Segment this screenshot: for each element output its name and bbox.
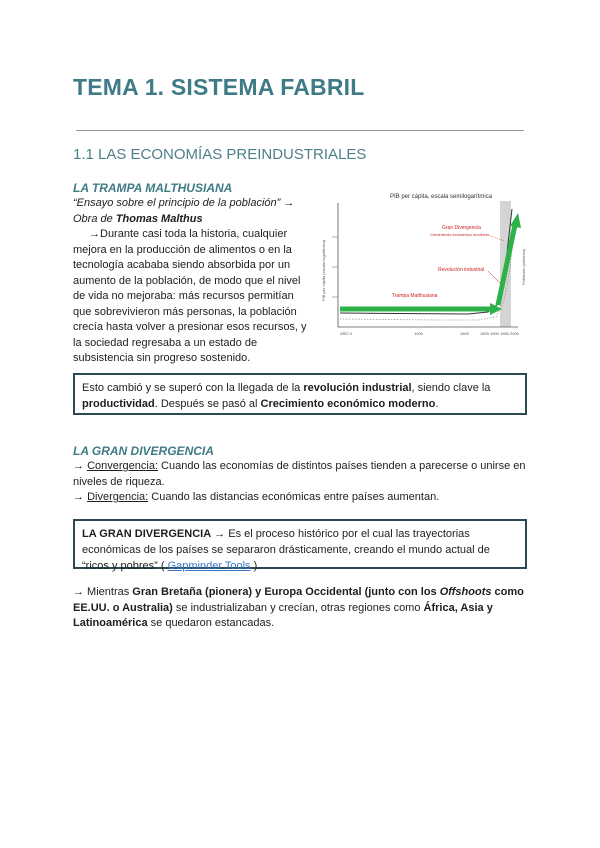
author-name: Thomas Malthus [115,212,203,225]
box1-bold-productivity: productividad [82,398,155,410]
final-bold-regions: África, Asia y Latinoamérica [73,601,493,629]
final-text: se industrializaban y crecían, otras regiones como [172,601,424,614]
gapminder-link[interactable]: Gapminder Tools [167,560,251,572]
box1-bold-revolution: revolución industrial [303,382,412,394]
box1-text: . [435,398,439,410]
label-revolution: Revolución industrial [438,267,485,273]
final-paragraph [73,585,533,632]
gdp-chart [318,189,528,341]
x-tick-label: 1000 [414,331,423,336]
x-tick-label: AÑO 0 [340,331,353,336]
page-title: TEMA 1. SISTEMA FABRIL [73,74,365,100]
divergence-text: Cuando las distancias económicas entre países aumentan. [148,491,440,503]
section-heading: 1.1 LAS ECONOMÍAS PREINDUSTRIALES [73,146,367,163]
work-prefix: Obra de [73,212,116,225]
malthus-essay [73,196,313,227]
essay-title: “Ensayo sobre el principio de la población” → [73,197,295,209]
divergence-definition [73,490,533,506]
box1-text: . Después se pasó al [154,398,261,410]
malthus-chart-figure [318,189,528,341]
y-axis-label: PIB per cápita (escala logarítmica) [321,239,326,301]
label-divergence-sub: Crecimiento económico moderno [430,232,489,237]
divergence-term: Divergencia: [87,491,149,503]
convergence-text: Cuando las economías de distintos países tienden a parecerse o unirse en niveles de riqueza. [73,460,526,488]
right-axis-label: Población (millones) [521,248,526,285]
industrial-revolution-box [73,373,527,415]
x-tick-label: 2000 [510,331,519,336]
box1-text: Esto cambió y se superó con la llegada de la [82,382,304,394]
arrow-glyph: → [73,460,88,472]
box1-bold-growth: Crecimiento económico moderno [260,398,436,410]
convergence-definition [73,459,533,490]
box2-end: ). [250,560,261,572]
x-tick-label: 1900 [490,331,499,336]
malthus-body: →Durante casi toda la historia, cualquier mejora en la producción de alimentos o en la tecnología acababa siendo absorbida por un aumento de la población, de modo que el nivel de vida no mejoraba: más recursos permitían que sobrevivieron más personas, la población crecía hasta volver a presionar esos recursos, y la sociedad regresaba a un estado de subsistencia sin progreso sostenido. [73,228,307,364]
arrow-glyph: → [73,491,88,503]
label-divergence: Gran Divergencia [442,225,481,231]
box2-text: → Es el proceso histórico por el cual las trayectorias económicas de los países se separaron drásticamente, creando el mundo actual de “ricos y pobres” ( [82,528,490,572]
label-trap: Trampa Malthusiana [392,293,438,299]
box1-text: , siendo clave la [411,382,491,394]
x-tick-label: 1500 [460,331,469,336]
x-tick-label: 1800 [480,331,489,336]
divergence-heading: LA GRAN DIVERGENCIA [73,444,214,458]
final-bold: como EE.UU. o Australia) [73,586,524,614]
final-bold: Gran Bretaña (pionera) y Europa Occidental (junto con los [132,586,440,598]
convergence-term: Convergencia: [87,460,158,472]
title-divider [76,130,524,131]
final-text: → Mientras [73,586,133,598]
box2-term: LA GRAN DIVERGENCIA [82,528,212,540]
chart-title: PIB per cápita, escala semilogarítmica [390,194,493,200]
final-bold-italic: Offshoots [439,586,492,598]
malthus-heading: LA TRAMPA MALTHUSIANA [73,181,233,195]
final-text: se quedaron estancadas. [147,617,275,629]
great-divergence-box [73,519,527,572]
x-tick-label: 1950 [500,331,509,336]
